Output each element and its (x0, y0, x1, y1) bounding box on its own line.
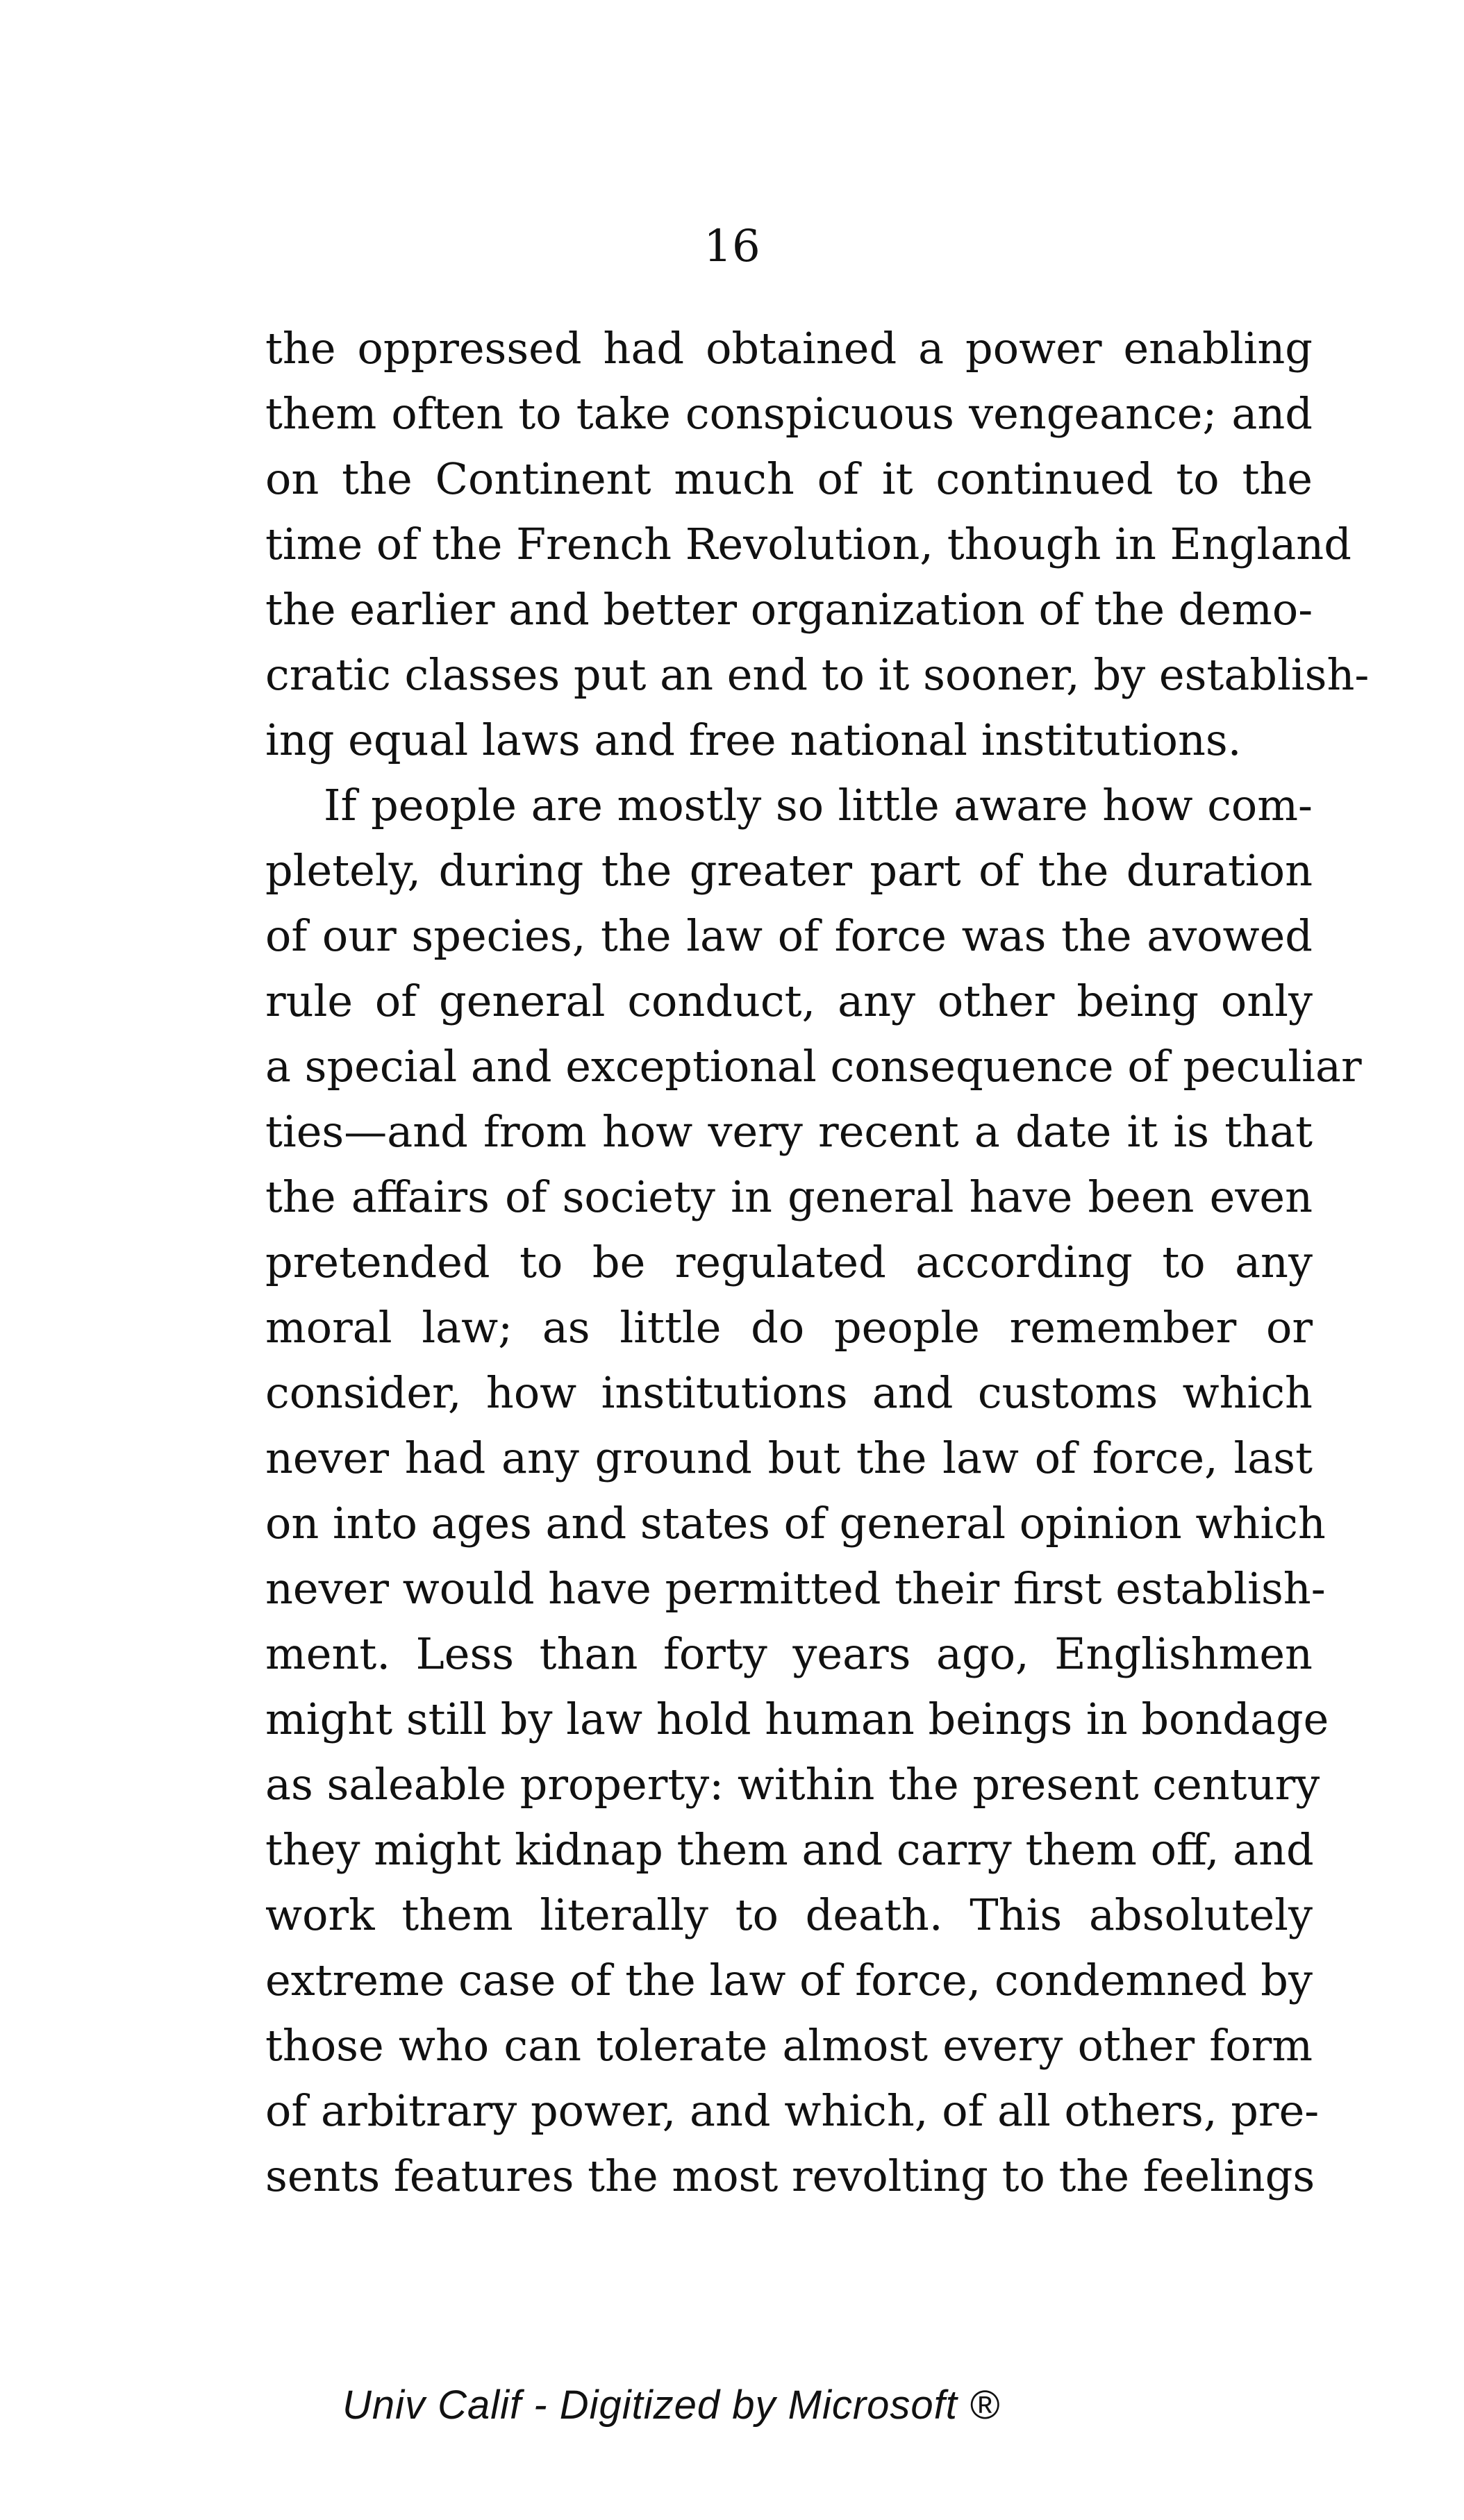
text-line: cratic classes put an end to it sooner, by establish- (265, 649, 1370, 700)
text-line: of arbitrary power, and which, of all others, pre- (265, 2085, 1320, 2136)
text-line: time of the French Revolution, though in England (265, 519, 1351, 569)
text-line: consider, how institutions and customs which (265, 1367, 1313, 1418)
text-line: of our species, the law of force was the avowed (265, 910, 1313, 961)
text-line: ing equal laws and free national institutions. (265, 715, 1242, 765)
page-number: 16 (704, 221, 760, 272)
text-line: moral law; as little do people remember or (265, 1302, 1313, 1353)
text-line: ment. Less than forty years ago, Englishmen (265, 1628, 1313, 1679)
text-line: never would have permitted their first establish- (265, 1563, 1326, 1614)
text-line: pretended to be regulated according to any (265, 1237, 1313, 1287)
text-line: the oppressed had obtained a power enabling (265, 323, 1313, 374)
text-line: they might kidnap them and carry them off, and (265, 1824, 1314, 1875)
text-line: a special and exceptional consequence of peculiar (265, 1041, 1362, 1092)
text-line: never had any ground but the law of force, last (265, 1433, 1313, 1483)
text-line: might still by law hold human beings in bondage (265, 1694, 1329, 1744)
text-line: ties—and from how very recent a date it is that (265, 1106, 1313, 1157)
page-body-text (265, 316, 1370, 2209)
text-line: the earlier and better organization of the demo- (265, 584, 1313, 635)
text-line: them often to take conspicuous vengeance; and (265, 388, 1313, 439)
text-line: as saleable property: within the present century (265, 1759, 1320, 1810)
text-line: work them literally to death. This absolutely (265, 1889, 1313, 1940)
text-line: pletely, during the greater part of the duration (265, 845, 1313, 896)
text-line: on into ages and states of general opinion which (265, 1498, 1326, 1549)
text-line: extreme case of the law of force, condemned by (265, 1955, 1313, 2005)
text-line: If people are mostly so little aware how com- (324, 780, 1313, 831)
text-line: those who can tolerate almost every other form (265, 2020, 1313, 2071)
text-line: the affairs of society in general have been even (265, 1171, 1313, 1222)
digitization-watermark: Univ Calif - Digitized by Microsoft ® (342, 2383, 1000, 2428)
text-line: on the Continent much of it continued to the (265, 453, 1313, 504)
text-line: sents features the most revolting to the feelings (265, 2151, 1315, 2201)
text-line: rule of general conduct, any other being only (265, 976, 1313, 1026)
